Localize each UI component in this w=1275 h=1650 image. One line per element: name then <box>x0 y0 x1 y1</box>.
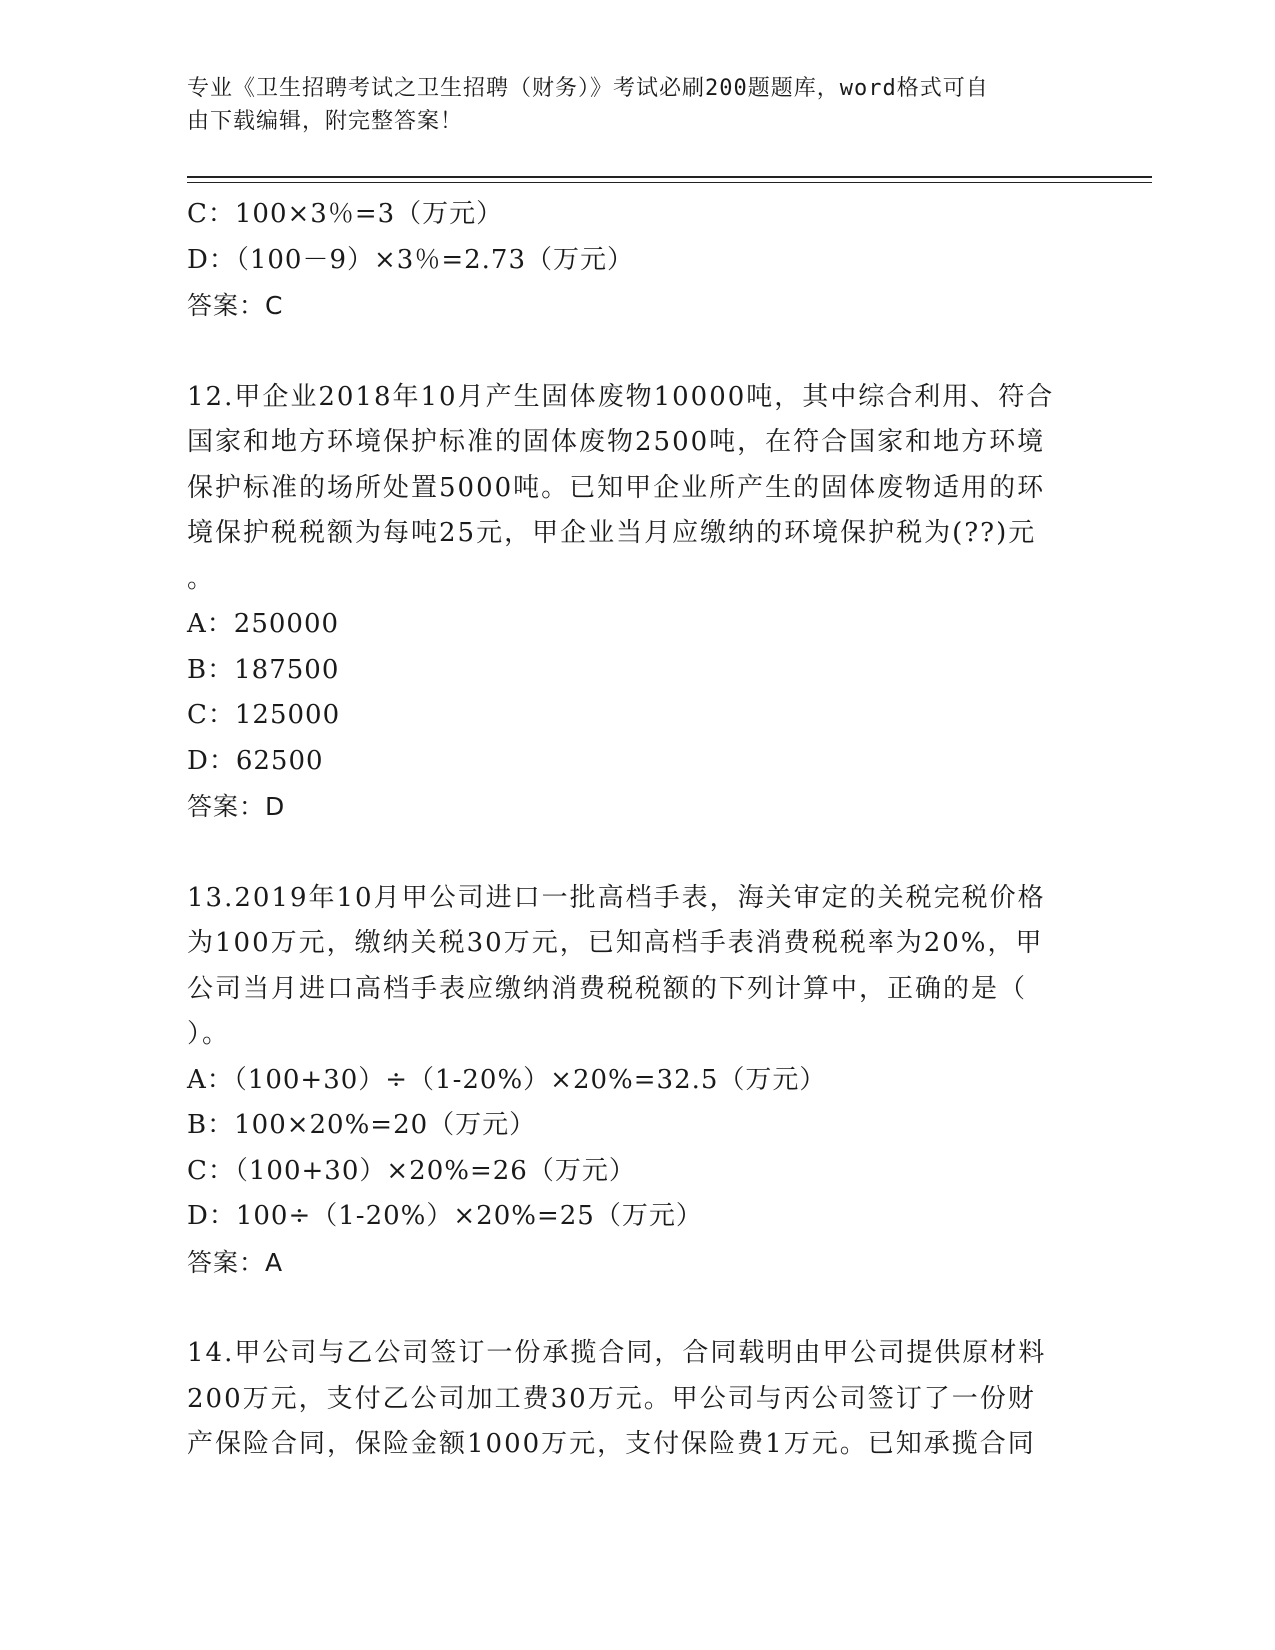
question-13 <box>187 876 1082 1286</box>
spacer <box>187 830 1082 876</box>
header-line-2: 由下载编辑，附完整答案！ <box>187 109 464 134</box>
q12-stem-line-2: 国家和地方环境保护标准的固体废物2500吨，在符合国家和地方环境 <box>187 427 1046 457</box>
q12-stem-line-5: 。 <box>187 563 216 594</box>
q13-stem-line-4: ）。 <box>187 1019 231 1049</box>
q12-option-d: D：62500 <box>187 745 324 776</box>
q12-answer: 答案：D <box>187 792 286 821</box>
q13-stem-line-1: 13.2019年10月甲公司进口一批高档手表，海关审定的关税完税价格 <box>187 882 1046 913</box>
q13-answer: 答案：A <box>187 1247 284 1277</box>
q13-option-b: B：100×20%=20（万元） <box>187 1110 537 1140</box>
question-14 <box>187 1331 1082 1468</box>
q12-option-b: B：187500 <box>187 654 340 685</box>
question-12 <box>187 375 1082 830</box>
page-header <box>187 72 1067 138</box>
q11-option-c: C：100×3％=3（万元） <box>187 199 504 229</box>
q14-stem-line-2: 200万元，支付乙公司加工费30万元。甲公司与丙公司签订了一份财 <box>187 1383 1036 1414</box>
q12-stem-line-4: 境保护税税额为每吨25元，甲企业当月应缴纳的环境保护税为(??)元 <box>187 518 1037 548</box>
q13-stem-line-2: 为100万元，缴纳关税30万元，已知高档手表消费税税率为20%，甲 <box>187 928 1044 958</box>
q13-option-c: C：（100+30）×20%=26（万元） <box>187 1155 636 1186</box>
spacer <box>187 329 1082 375</box>
q13-stem <box>187 876 1082 1058</box>
q12-stem-line-1: 12.甲企业2018年10月产生固体废物10000吨，其中综合利用、符合 <box>187 381 1055 412</box>
q11-option-d: D：（100－9）×3％=2.73（万元） <box>187 244 635 275</box>
q12-option-c: C：125000 <box>187 700 341 730</box>
q11-continued <box>187 192 1082 329</box>
header-rule-thin <box>187 182 1152 183</box>
q12-stem-line-3: 保护标准的场所处置5000吨。已知甲企业所产生的固体废物适用的环 <box>187 472 1046 503</box>
q13-option-d: D：100÷（1-20%）×20%=25（万元） <box>187 1201 703 1231</box>
q13-stem-line-3: 公司当月进口高档手表应缴纳消费税税额的下列计算中，正确的是（ <box>187 973 1028 1004</box>
header-rule-thick <box>187 176 1152 178</box>
spacer <box>187 1285 1082 1331</box>
q13-option-a: A：（100+30）÷（1-20%）×20%=32.5（万元） <box>187 1064 827 1095</box>
q14-stem-line-1: 14.甲公司与乙公司签订一份承揽合同，合同载明由甲公司提供原材料 <box>187 1338 1047 1368</box>
header-line-1: 专业《卫生招聘考试之卫生招聘（财务）》考试必刷200题题库，word格式可自 <box>187 76 989 101</box>
q14-stem <box>187 1331 1082 1468</box>
q12-stem <box>187 375 1082 603</box>
q14-stem-line-3: 产保险合同，保险金额1000万元，支付保险费1万元。已知承揽合同 <box>187 1429 1036 1459</box>
q12-option-a: A：250000 <box>187 609 340 639</box>
document-body <box>187 192 1082 1468</box>
q11-answer: 答案：C <box>187 291 284 320</box>
